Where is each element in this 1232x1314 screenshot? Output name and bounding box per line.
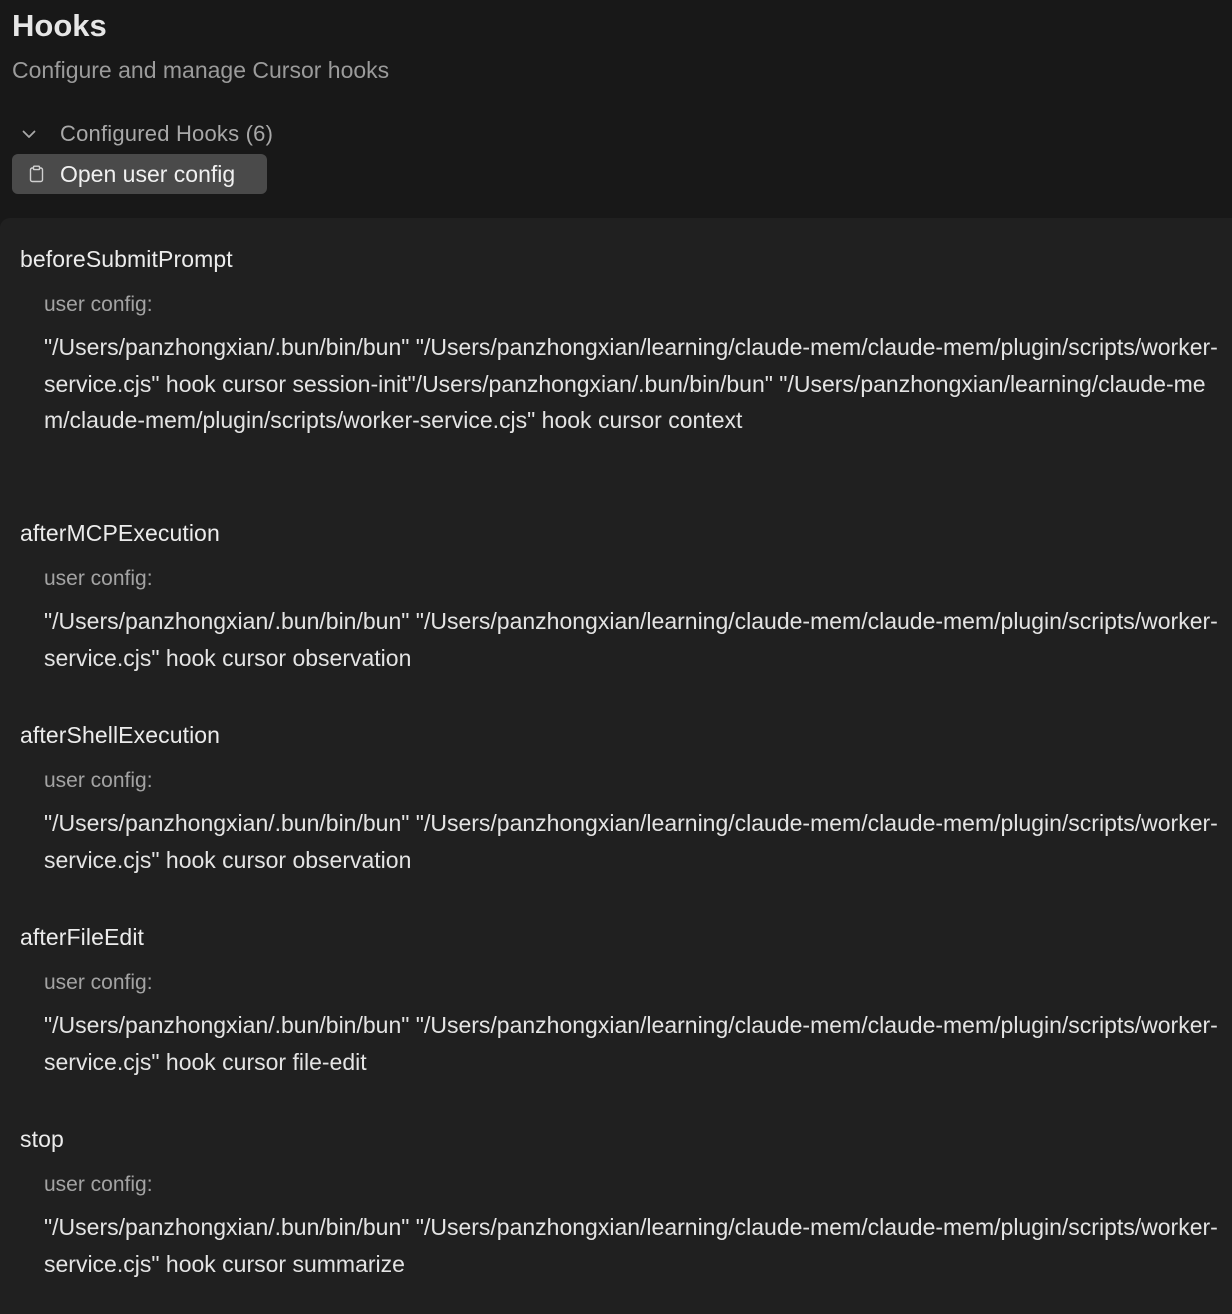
hook-command-part: "/Users/panzhongxian/.bun/bin/bun" "/Users/panzhongxian/learning/claude-mem/claude-mem/plugin/scripts/worker-service.cjs" hook cursor context <box>44 370 1206 433</box>
hook-command <box>44 1209 1224 1282</box>
hook-command-part: "/Users/panzhongxian/.bun/bin/bun" "/Users/panzhongxian/learning/claude-mem/claude-mem/plugin/scripts/worker-service.cjs" hook cursor observation <box>44 810 1218 873</box>
hook-source-label: user config: <box>44 567 153 590</box>
open-user-config-label: Open user config <box>60 161 236 187</box>
hook-item-beforesubmitprompt <box>20 244 1224 439</box>
hook-command-part: "/Users/panzhongxian/.bun/bin/bun" "/Users/panzhongxian/learning/claude-mem/claude-mem/plugin/scripts/worker-service.cjs" hook cursor session-init <box>44 334 1218 397</box>
hook-name: afterMCPExecution <box>20 520 220 546</box>
hook-name: afterFileEdit <box>20 924 145 950</box>
configured-hooks-toggle[interactable] <box>12 117 273 151</box>
hook-item-aftermcpexecution <box>20 518 1224 676</box>
clipboard-icon <box>26 163 48 185</box>
chevron-down-icon <box>12 117 46 151</box>
hook-command <box>44 805 1224 878</box>
hook-source-label: user config: <box>44 769 153 792</box>
configured-hooks-label: Configured Hooks (6) <box>60 121 274 146</box>
hook-command <box>44 329 1224 439</box>
page-title: Hooks <box>12 8 107 43</box>
hook-item-afterfileedit <box>20 922 1224 1080</box>
hook-item-aftershellexecution <box>20 720 1224 878</box>
hook-item-stop <box>20 1124 1224 1282</box>
hook-source-label: user config: <box>44 1173 153 1196</box>
hook-source-label: user config: <box>44 293 153 316</box>
hook-command <box>44 603 1224 676</box>
hooks-list-panel <box>0 218 1232 1314</box>
open-user-config-button[interactable] <box>12 154 267 194</box>
hook-name: stop <box>20 1126 64 1152</box>
hook-name: afterShellExecution <box>20 722 221 748</box>
page-subtitle: Configure and manage Cursor hooks <box>12 57 390 83</box>
hook-name: beforeSubmitPrompt <box>20 246 233 272</box>
hook-command-part: "/Users/panzhongxian/.bun/bin/bun" "/Users/panzhongxian/learning/claude-mem/claude-mem/plugin/scripts/worker-service.cjs" hook cursor summarize <box>44 1214 1218 1277</box>
hook-command <box>44 1007 1224 1080</box>
hook-command-part: "/Users/panzhongxian/.bun/bin/bun" "/Users/panzhongxian/learning/claude-mem/claude-mem/plugin/scripts/worker-service.cjs" hook cursor file-edit <box>44 1012 1218 1075</box>
hook-command-part: "/Users/panzhongxian/.bun/bin/bun" "/Users/panzhongxian/learning/claude-mem/claude-mem/plugin/scripts/worker-service.cjs" hook cursor observation <box>44 608 1218 671</box>
hook-source-label: user config: <box>44 971 153 994</box>
